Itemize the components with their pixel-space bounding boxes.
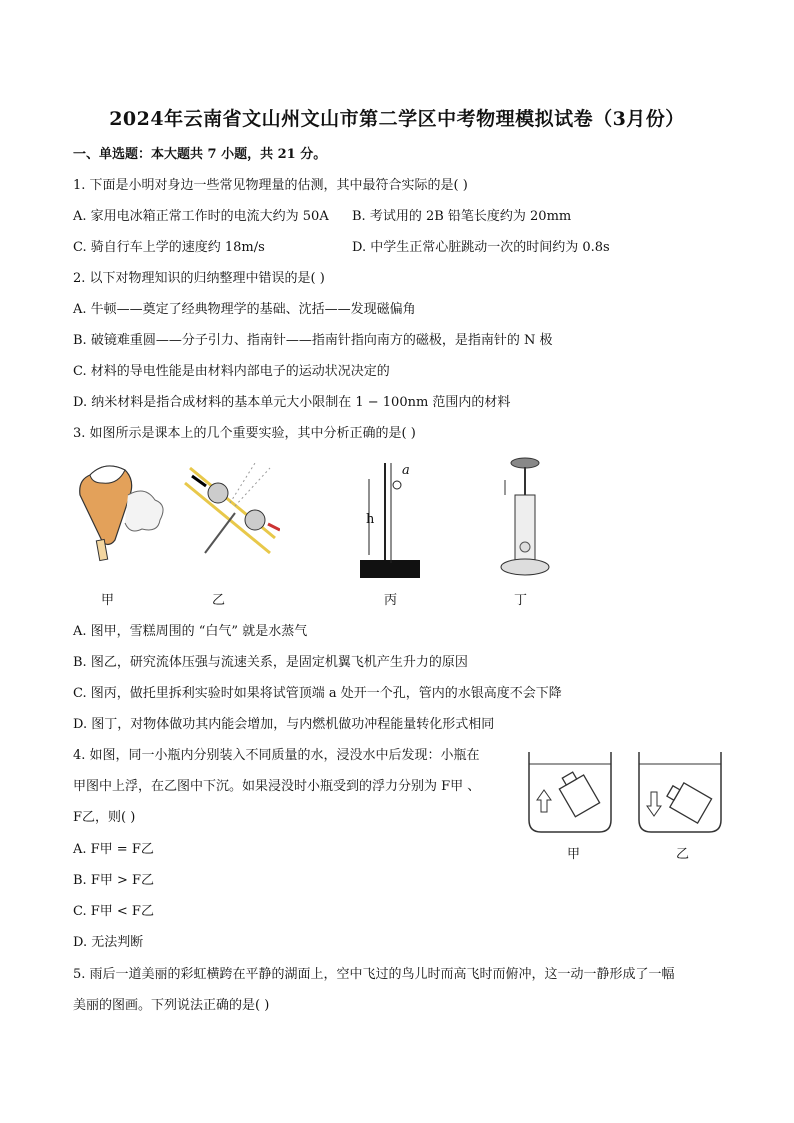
q4-option-b: B. F甲 > F乙 bbox=[73, 873, 155, 888]
q4-figure-caption-yi: 乙 bbox=[676, 847, 690, 862]
q3-figure-jia-popsicle bbox=[70, 455, 170, 565]
q4-option-c: C. F甲 < F乙 bbox=[73, 904, 154, 919]
q4-stem-line2: 甲图中上浮，在乙图中下沉。如果浸没时小瓶受到的浮力分别为 F甲 、 bbox=[73, 779, 481, 794]
q2-option-c: C. 材料的导电性能是由材料内部电子的运动状况决定的 bbox=[73, 364, 390, 379]
q3-option-a: A. 图甲，雪糕周围的 “白气” 就是水蒸气 bbox=[73, 624, 308, 639]
q1-option-d: D. 中学生正常心脏跳动一次的时间约为 0.8s bbox=[352, 240, 610, 255]
q2-stem: 2. 以下对物理知识的归纳整理中错误的是( ) bbox=[73, 271, 325, 286]
q3-figure-yi-airflow bbox=[180, 458, 280, 568]
section-heading: 一、单选题：本大题共 7 小题，共 21 分。 bbox=[73, 147, 327, 162]
q5-stem-line2: 美丽的图画。下列说法正确的是( ) bbox=[73, 998, 270, 1013]
q3-figure-bing-label-a: a bbox=[402, 463, 410, 478]
page-title: 2024年云南省文山州文山市第二学区中考物理模拟试卷（3月份） bbox=[109, 108, 685, 130]
q4-stem-line1: 4. 如图，同一小瓶内分别装入不同质量的水，浸没水中后发现：小瓶在 bbox=[73, 748, 480, 763]
q3-stem: 3. 如图所示是课本上的几个重要实验，其中分析正确的是( ) bbox=[73, 426, 416, 441]
q4-stem-line3: F乙，则( ) bbox=[73, 810, 136, 825]
q4-option-a: A. F甲 = F乙 bbox=[73, 842, 154, 857]
q3-figure-caption-jia: 甲 bbox=[101, 593, 115, 608]
q3-option-d: D. 图丁，对物体做功其内能会增加，与内燃机做功冲程能量转化形式相同 bbox=[73, 717, 495, 732]
q4-figure-yi-beaker bbox=[637, 750, 723, 835]
q4-figure-jia-beaker bbox=[527, 750, 613, 835]
q3-figure-caption-bing: 丙 bbox=[384, 593, 398, 608]
q3-figure-bing-label-h: h bbox=[366, 512, 375, 527]
q3-figure-caption-ding: 丁 bbox=[514, 593, 528, 608]
q4-option-d: D. 无法判断 bbox=[73, 935, 144, 950]
q1-stem: 1. 下面是小明对身边一些常见物理量的估测，其中最符合实际的是( ) bbox=[73, 178, 468, 193]
q3-figure-ding-fire-syringe bbox=[495, 455, 555, 580]
q1-option-c: C. 骑自行车上学的速度约 18m/s bbox=[73, 240, 265, 255]
q4-figure-caption-jia: 甲 bbox=[567, 847, 581, 862]
q5-stem-line1: 5. 雨后一道美丽的彩虹横跨在平静的湖面上，空中飞过的鸟儿时而高飞时而俯冲，这一动一静形成了一幅 bbox=[73, 967, 675, 982]
q3-option-c: C. 图丙，做托里拆利实验时如果将试管顶端 a 处开一个孔，管内的水银高度不会下降 bbox=[73, 686, 562, 701]
q3-figure-caption-yi: 乙 bbox=[212, 593, 226, 608]
q2-option-a: A. 牛顿——奠定了经典物理学的基础、沈括——发现磁偏角 bbox=[73, 302, 416, 317]
q1-option-a: A. 家用电冰箱正常工作时的电流大约为 50A bbox=[73, 209, 329, 224]
q2-option-b: B. 破镜难重圆——分子引力、指南针——指南针指向南方的磁极，是指南针的 N 极 bbox=[73, 333, 553, 348]
q1-option-b: B. 考试用的 2B 铅笔长度约为 20mm bbox=[352, 209, 572, 224]
q2-option-d: D. 纳米材料是指合成材料的基本单元大小限制在 1 − 100nm 范围内的材料 bbox=[73, 395, 511, 410]
q3-option-b: B. 图乙，研究流体压强与流速关系，是固定机翼飞机产生升力的原因 bbox=[73, 655, 468, 670]
